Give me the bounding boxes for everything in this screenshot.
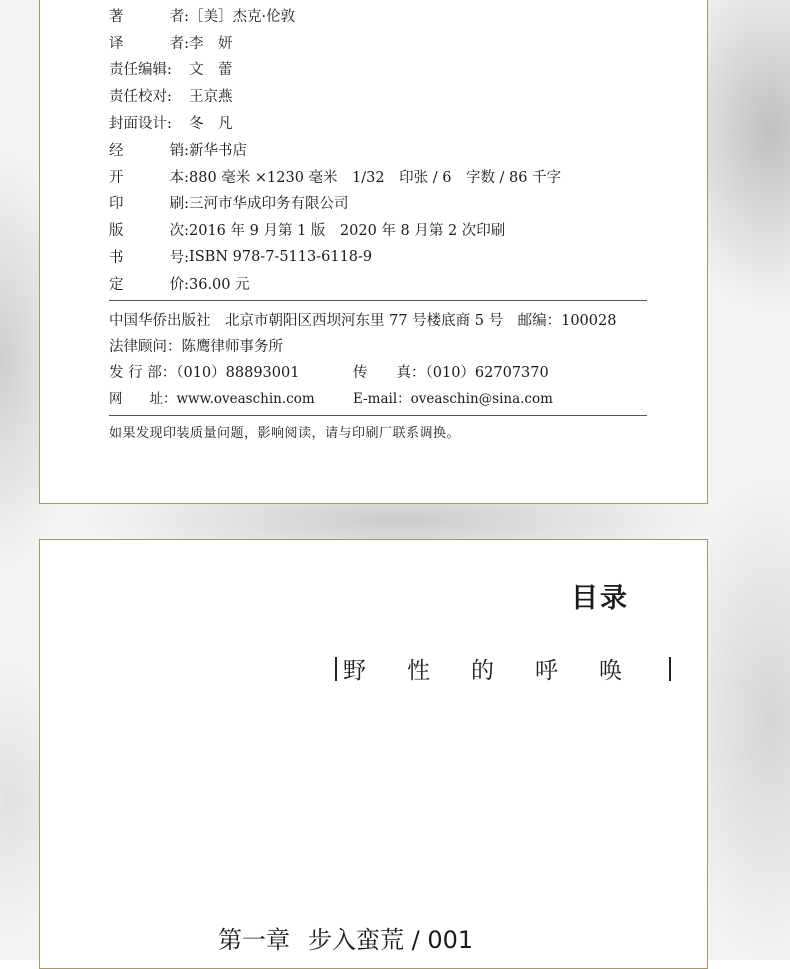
book-title-char: 野 (343, 658, 366, 684)
legal-advisor: 法律顾问：陈鹰律师事务所 (109, 339, 283, 355)
copyright-row (109, 270, 561, 297)
phone-field (109, 361, 353, 382)
copyright-row-label (109, 32, 189, 53)
fax-value: （010）62707370 (425, 365, 549, 381)
copyright-page (39, 0, 708, 504)
chapter-title: 步入蛮荒 / 001 (308, 926, 474, 954)
phone-value: （010）88893001 (176, 365, 300, 381)
copyright-row-label (109, 246, 189, 267)
label-text: 者: (169, 35, 189, 52)
copyright-row (109, 2, 561, 29)
title-bar-left (335, 657, 337, 681)
label-text: 者: (169, 8, 189, 25)
email-label: E-mail： (353, 391, 411, 407)
copyright-row (109, 82, 561, 109)
label-text: 定 (109, 276, 124, 293)
copyright-row (109, 136, 561, 163)
website-field (109, 387, 353, 407)
book-title-char: 性 (407, 658, 430, 684)
copyright-row (109, 216, 561, 243)
label-text: 销: (169, 142, 189, 159)
divider-line (109, 415, 647, 416)
phone-label: 发 行 部： (109, 365, 177, 381)
copyright-row-value: 文 蕾 (189, 62, 233, 79)
fax-label: 传 真： (353, 365, 426, 381)
copyright-row-label (109, 192, 189, 213)
label-text: 著 (109, 8, 124, 25)
label-text: 刷: (169, 196, 189, 213)
copyright-row-value: 2016 年 9 月第 1 版 2020 年 8 月第 2 次印刷 (189, 223, 506, 240)
copyright-info-list (109, 2, 561, 297)
copyright-row-label (109, 219, 189, 240)
copyright-row (109, 56, 561, 83)
copyright-row-value: 36.00 元 (189, 276, 250, 293)
quality-notice: 如果发现印装质量问题，影响阅读，请与印刷厂联系调换。 (109, 426, 461, 441)
copyright-row (109, 190, 561, 217)
chapter-number: 第一章 (218, 926, 290, 954)
label-text: 本: (169, 169, 189, 186)
copyright-row-value: 王京燕 (189, 89, 233, 106)
website-value: www.oveaschin.com (176, 391, 315, 407)
copyright-row (109, 163, 561, 190)
copyright-row-value: ［美］杰克·伦敦 (189, 8, 296, 25)
copyright-row-label (109, 85, 189, 106)
copyright-row-label (109, 112, 189, 133)
copyright-row-value: 880 毫米 ×1230 毫米 1/32 印张 / 6 字数 / 86 千字 (189, 169, 562, 186)
website-label: 网 址： (109, 391, 177, 407)
book-title-char: 的 (471, 658, 494, 684)
label-text: 书 (109, 250, 124, 267)
email-field (353, 387, 553, 407)
book-title-char: 唤 (599, 658, 622, 684)
copyright-row-label (109, 58, 189, 79)
label-text: 责任校对: (109, 89, 172, 106)
title-bar-right (669, 657, 671, 681)
label-text: 责任编辑: (109, 62, 172, 79)
label-text: 经 (109, 142, 124, 159)
book-title (329, 652, 677, 685)
label-text: 封面设计: (109, 116, 172, 133)
contact-phone-row (109, 361, 549, 382)
label-text: 译 (109, 35, 124, 52)
toc-entry-chapter-1[interactable] (218, 920, 473, 955)
copyright-row-label (109, 139, 189, 160)
copyright-row-value: 三河市华成印务有限公司 (189, 196, 349, 213)
book-title-char: 呼 (535, 658, 558, 684)
copyright-row-value: 李 妍 (189, 35, 233, 52)
publisher-address: 中国华侨出版社 北京市朝阳区西坝河东里 77 号楼底商 5 号 邮编：100028 (109, 313, 617, 329)
copyright-row-value: 新华书店 (189, 142, 247, 159)
label-text: 开 (109, 169, 124, 186)
toc-heading: 目录 (571, 583, 629, 614)
copyright-row-label (109, 5, 189, 26)
copyright-row (109, 243, 561, 270)
label-text: 次: (169, 223, 189, 240)
label-text: 价: (169, 276, 189, 293)
label-text: 印 (109, 196, 124, 213)
copyright-row-label (109, 166, 189, 187)
toc-page (39, 539, 708, 969)
email-value: oveaschin@sina.com (410, 391, 553, 407)
label-text: 号: (169, 250, 189, 267)
divider-line (109, 300, 647, 301)
contact-web-row (109, 387, 553, 407)
copyright-row (109, 29, 561, 56)
copyright-row-value: ISBN 978-7-5113-6118-9 (189, 248, 373, 265)
fax-field (353, 361, 549, 382)
copyright-row-label (109, 273, 189, 294)
copyright-row-value: 冬 凡 (189, 116, 233, 133)
label-text: 版 (109, 223, 124, 240)
copyright-row (109, 109, 561, 136)
